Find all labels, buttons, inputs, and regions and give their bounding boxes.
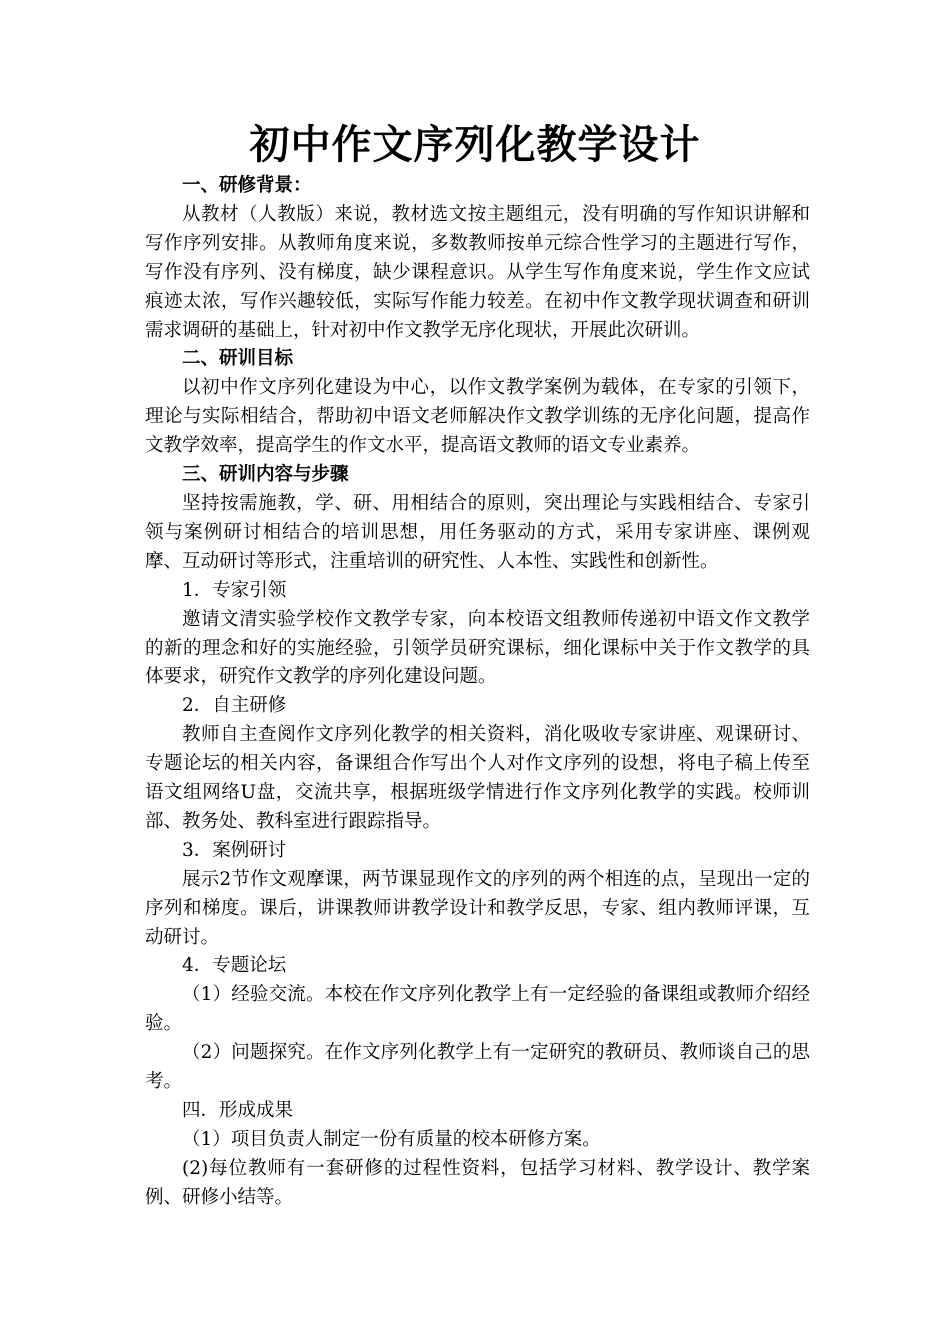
document-body: [145, 172, 810, 1213]
item-2-heading: 2．自主研修: [182, 695, 287, 717]
item-3-heading: 3．案例研讨: [182, 839, 287, 861]
item-4-paragraph-2: （2）问题探究。在作文序列化教学上有一定研究的教研员、教师谈自己的思考。: [145, 1042, 810, 1093]
section-3-paragraph: 坚持按需施教，学、研、用相结合的原则，突出理论与实践相结合、专家引领与案例研讨相结合的培训思想，用任务驱动的方式，采用专家讲座、课例观摩、互动研讨等形式，注重培训的研究性、人本性、实践性和创新性。: [145, 492, 810, 572]
section-4-paragraph-2: (2)每位教师有一套研修的过程性资料，包括学习材料、教学设计、教学案例、研修小结等。: [145, 1157, 810, 1208]
item-4-paragraph-1: （1）经验交流。本校在作文序列化教学上有一定经验的备课组或教师介绍经验。: [145, 984, 810, 1035]
item-1-heading: 1．专家引领: [182, 579, 287, 601]
section-2-paragraph: 以初中作文序列化建设为中心，以作文教学案例为载体，在专家的引领下，理论与实际相结合，帮助初中语文老师解决作文教学训练的无序化问题，提高作文教学效率，提高学生的作文水平，提高语文教师的语文专业素养。: [145, 377, 810, 457]
section-1-heading: 一、研修背景：: [182, 175, 312, 196]
item-3-paragraph: 展示2节作文观摩课，两节课显现作文的序列的两个相连的点，呈现出一定的序列和梯度。课后，讲课教师讲教学设计和教学反思，专家、组内教师评课，互动研讨。: [145, 868, 810, 948]
section-2-heading: 二、研训目标: [182, 348, 294, 370]
section-3-heading: 三、研训内容与步骤: [182, 464, 349, 486]
item-1-paragraph: 邀请文清实验学校作文教学专家，向本校语文组教师传递初中语文作文教学的新的理念和好的实施经验，引领学员研究课标，细化课标中关于作文教学的具体要求，研究作文教学的序列化建设问题。: [145, 608, 810, 688]
item-4-heading: 4．专题论坛: [182, 955, 287, 977]
section-4-heading: 四．形成成果: [182, 1100, 294, 1121]
document-title: 初中作文序列化教学设计: [249, 121, 701, 168]
section-1-paragraph: 从教材（人教版）来说，教材选文按主题组元，没有明确的写作知识讲解和写作序列安排。从教师角度来说，多数教师按单元综合性学习的主题进行写作，写作没有序列、没有梯度，缺少课程意识。从学生写作角度来说，学生作文应试痕迹太浓，写作兴趣较低，实际写作能力较差。在初中作文教学现状调查和研训需求调研的基础上，针对初中作文教学无序化现状，开展此次研训。: [145, 203, 810, 341]
section-4-paragraph-1: （1）项目负责人制定一份有质量的校本研修方案。: [182, 1128, 601, 1150]
item-2-paragraph: 教师自主查阅作文序列化教学的相关资料，消化吸收专家讲座、观课研讨、专题论坛的相关内容，备课组合作写出个人对作文序列的设想，将电子稿上传至语文组网络U盘，交流共享，根据班级学情进行作文序列化教学的实践。校师训部、教务处、教科室进行跟踪指导。: [145, 724, 810, 832]
